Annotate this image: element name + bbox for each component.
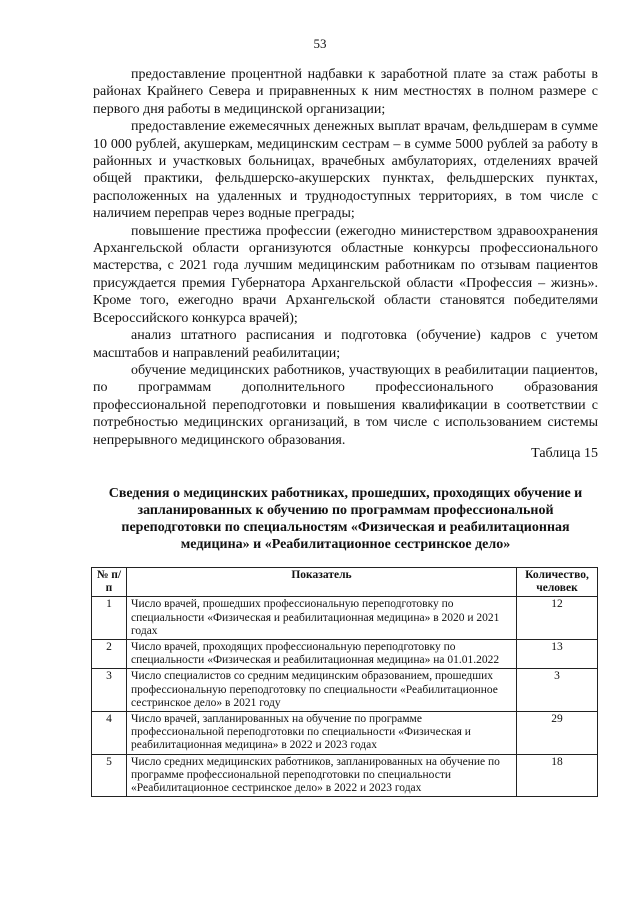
table-row xyxy=(92,754,598,797)
row-num: 5 xyxy=(92,754,127,797)
table-label: Таблица 15 xyxy=(531,446,598,461)
table-row xyxy=(92,597,598,640)
table-row xyxy=(92,640,598,669)
paragraph: повышение престижа профессии (ежегодно министерством здравоохранения Архангельской области организуются областные конкурсы профессионального мастерства, с 2021 года лучшим медицинским работникам по отзывам пациентов присуждается премия Губернатора Архангельской области «Профессия – жизнь». Кроме того, ежегодно врачи Архангельской области становятся победителями Всероссийского конкурса врачей); xyxy=(93,223,598,326)
row-count: 29 xyxy=(517,712,598,755)
row-count: 13 xyxy=(517,640,598,669)
table-header-row xyxy=(92,568,598,597)
row-indicator: Число средних медицинских работников, запланированных на обучение по программе профессиональной переподготовки по специальности «Реабилитационное сестринское дело» в 2022 и 2023 годах xyxy=(127,754,517,797)
row-count: 12 xyxy=(517,597,598,640)
row-indicator: Число специалистов со средним медицинским образованием, прошедших профессиональную переподготовку по специальности «Реабилитационное сестринское дело» в 2021 году xyxy=(127,669,517,712)
header-count: Количество, человек xyxy=(517,568,598,597)
row-count: 18 xyxy=(517,754,598,797)
row-num: 2 xyxy=(92,640,127,669)
row-indicator: Число врачей, запланированных на обучение по программе профессиональной переподготовки по специальности «Физическая и реабилитационная медицина» в 2022 и 2023 годах xyxy=(127,712,517,755)
row-count: 3 xyxy=(517,669,598,712)
data-table xyxy=(91,567,598,797)
paragraph: анализ штатного расписания и подготовка (обучение) кадров с учетом масштабов и направлений реабилитации; xyxy=(93,328,598,361)
table-row xyxy=(92,669,598,712)
body-text xyxy=(93,66,598,449)
header-num: № п/п xyxy=(92,568,127,597)
paragraph: обучение медицинских работников, участвующих в реабилитации пациентов, по программам дополнительного профессионального образования профессиональной переподготовки и повышения квалификации в соответствии с потребностью медицинских организаций, в том числе с использованием системы непрерывного медицинского образования. xyxy=(93,362,598,448)
row-num: 1 xyxy=(92,597,127,640)
row-num: 4 xyxy=(92,712,127,755)
paragraph: предоставление процентной надбавки к заработной плате за стаж работы в районах Крайнего Севера и приравненных к ним местностях в полном размере с первого дня работы в медицинской организации; xyxy=(93,67,598,117)
row-indicator: Число врачей, проходящих профессиональную переподготовку по специальности «Физическая и реабилитационная медицина» на 01.01.2022 xyxy=(127,640,517,669)
row-num: 3 xyxy=(92,669,127,712)
table-title: Сведения о медицинских работниках, прошедших, проходящих обучение и запланированных к обучению по программам профессиональной переподготовки по специальностям «Физическая и реабилитационная медицина» и «Реабилитационное сестринское дело» xyxy=(108,486,583,552)
table-row xyxy=(92,712,598,755)
paragraph: предоставление ежемесячных денежных выплат врачам, фельдшерам в сумме 10 000 рублей, акушеркам, медицинским сестрам – в сумме 5000 рублей за работу в районных и участковых больницах, врачебных амбулаториях, отделениях врачей общей практики, фельдшерско-акушерских пунктах, фельдшерских пунктах, расположенных на удаленных и труднодоступных территориях, в том числе с наличием переправ через водные преграды; xyxy=(93,119,598,222)
page-number: 53 xyxy=(313,36,327,51)
header-indicator: Показатель xyxy=(127,568,517,597)
row-indicator: Число врачей, прошедших профессиональную переподготовку по специальности «Физическая и реабилитационная медицина» в 2020 и 2021 годах xyxy=(127,597,517,640)
